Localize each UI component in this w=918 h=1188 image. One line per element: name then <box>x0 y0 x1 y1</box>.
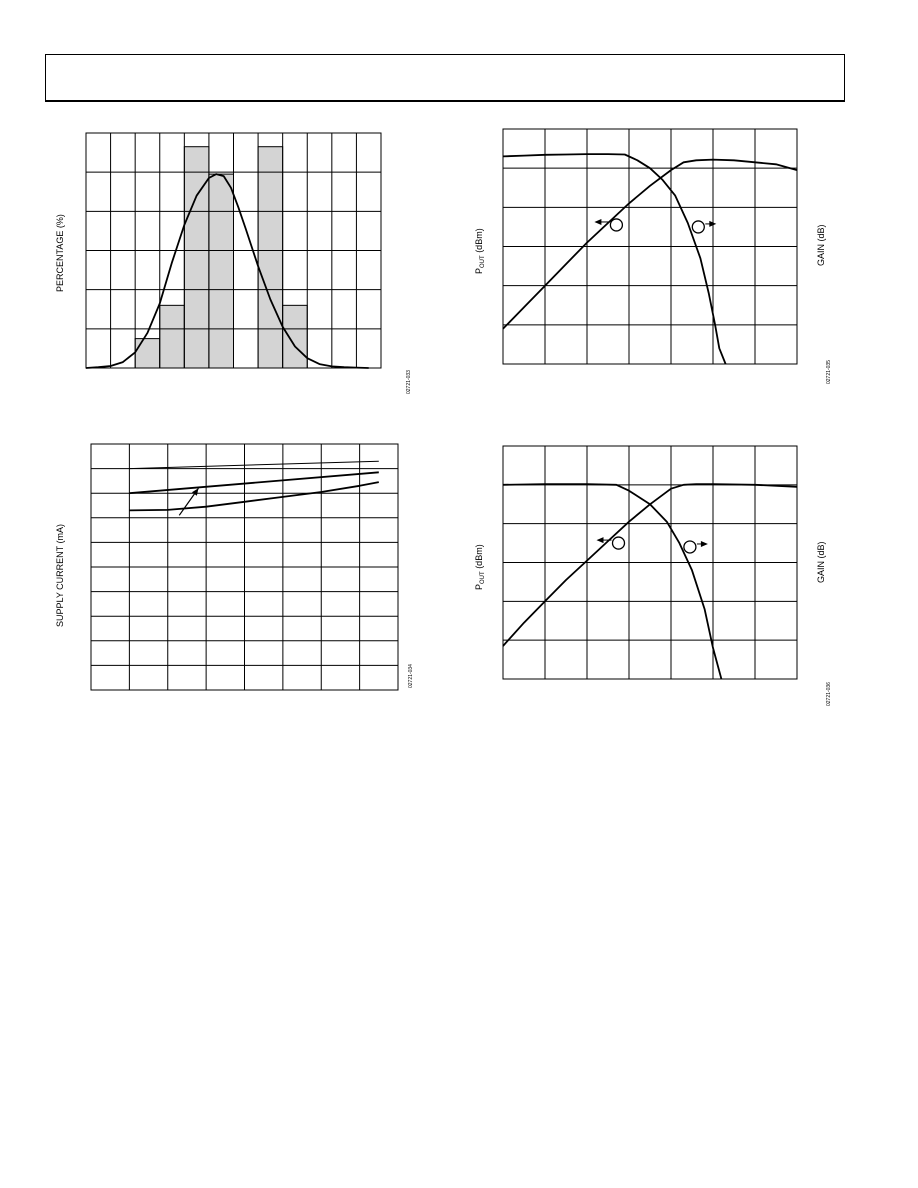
series-marker-circle <box>613 537 625 549</box>
ylabel-sub: OUT <box>480 571 486 584</box>
figure-id: 02721-033 <box>406 370 412 394</box>
y-axis-label: PERCENTAGE (%) <box>55 214 65 292</box>
ylabel-rest: (dBm) <box>474 228 484 256</box>
figure-id: 02721-035 <box>826 360 832 384</box>
ylabel-main: P <box>474 583 484 590</box>
figure-id: 02721-036 <box>826 682 832 706</box>
ylabel-sub: OUT <box>480 255 486 268</box>
pout-gain-series-line <box>503 484 797 646</box>
y-axis-label-right: GAIN (dB) <box>816 541 826 583</box>
y-axis-label-right: GAIN (dB) <box>816 224 826 266</box>
series-marker-circle <box>684 541 696 553</box>
axis-pointer-arrow-right <box>701 541 708 547</box>
pout-gain-series-line <box>503 484 721 679</box>
figure-id: 02721-034 <box>408 664 414 688</box>
axis-pointer-arrow-left <box>597 537 604 543</box>
y-axis-label-left <box>474 544 484 590</box>
y-axis-label: SUPPLY CURRENT (mA) <box>55 523 65 627</box>
ylabel-main: P <box>474 267 484 274</box>
ylabel-rest: (dBm) <box>474 544 484 572</box>
